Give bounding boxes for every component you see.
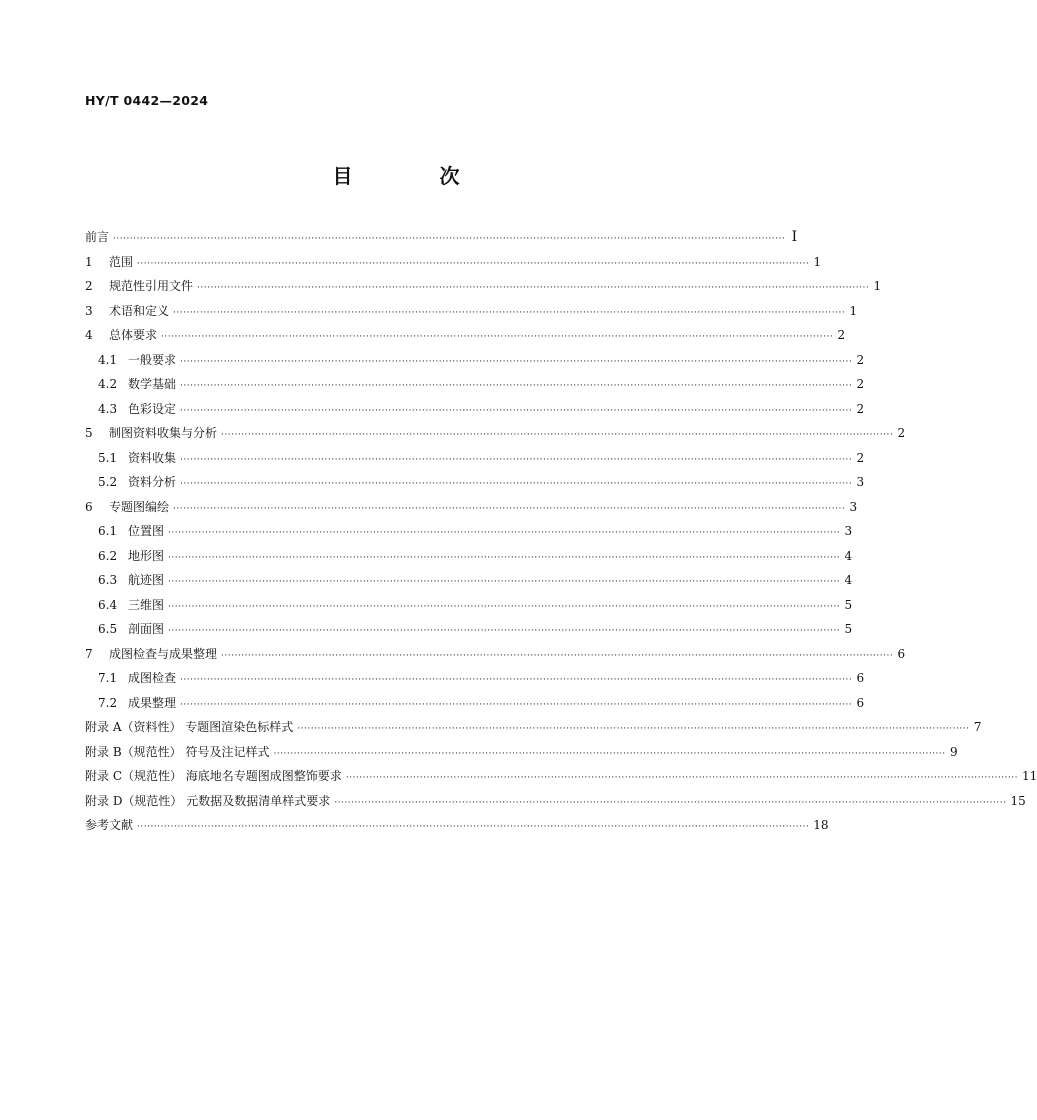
toc-entry-number: 1 [85,254,93,269]
toc-entry-label [98,519,164,544]
toc-entry-number: 3 [85,303,93,318]
toc-leader-dots: ········································································································································································································ [197,283,870,293]
toc-entry[interactable] [85,372,865,397]
toc-entry-text: 附录 D（规范性） 元数据及数据清单样式要求 [85,793,331,808]
toc-entry-number: 6.3 [98,573,118,587]
table-of-contents [85,225,1037,838]
toc-entry-label [85,642,217,667]
toc-entry-label [85,495,169,520]
toc-entry-text: 制图资料收集与分析 [109,426,218,440]
toc-entry-text: 资料分析 [128,475,177,489]
toc-entry-text: 成图检查 [128,671,177,685]
toc-entry-page: I [791,229,798,245]
toc-entry-page: 1 [849,303,858,318]
toc-entry[interactable] [85,544,853,569]
toc-entry-text: 剖面图 [128,622,165,636]
toc-entry[interactable] [85,323,846,348]
toc-entry[interactable] [85,470,865,495]
toc-entry-label [85,299,169,324]
toc-entry-page: 3 [849,499,858,514]
toc-entry-text: 数学基础 [128,377,177,391]
toc-leader-dots: ········································································································································································································ [168,577,841,587]
toc-leader-dots: ········································································································································································································ [168,528,841,538]
toc-entry-text: 专题图编绘 [109,499,170,514]
toc-leader-dots: ········································································································································································································ [221,650,894,661]
toc-entry-number: 4.3 [98,401,118,416]
toc-entry-label [98,397,176,422]
toc-leader-dots: ········································································································································································································ [221,430,894,440]
toc-leader-dots: ········································································································································································································ [180,479,853,489]
toc-entry-page: 11 [1021,769,1037,783]
toc-entry[interactable] [85,666,865,691]
toc-entry-label [98,446,176,471]
toc-entry-page: 2 [856,377,865,391]
toc-entry-label [85,323,157,348]
toc-entry-number: 5.2 [98,475,118,489]
toc-entry[interactable] [85,789,1026,814]
toc-entry[interactable] [85,446,865,471]
toc-entry[interactable] [85,225,798,250]
toc-entry-number: 4.2 [98,377,118,391]
toc-entry-number: 7 [85,646,93,661]
toc-entry-number: 5.1 [98,450,118,465]
toc-entry-label [98,348,176,373]
toc-entry[interactable] [85,421,906,446]
page-title: 目 次 [332,164,500,188]
toc-leader-dots: ········································································································································································································ [173,307,846,318]
toc-entry[interactable] [85,642,906,667]
toc-entry-label [98,593,164,618]
toc-entry[interactable] [85,348,865,373]
toc-leader-dots: ········································································································································································································ [273,748,946,759]
toc-entry-text: 术语和定义 [109,303,170,318]
toc-entry[interactable] [85,299,858,324]
toc-entry-label [98,544,164,569]
toc-entry-text: 航迹图 [128,573,165,587]
toc-entry-text: 位置图 [128,524,165,538]
toc-entry-label [85,715,293,740]
toc-entry-number: 6.2 [98,548,118,563]
toc-entry-page: 6 [856,695,865,710]
toc-entry-number: 2 [85,279,93,293]
toc-entry-number: 6.5 [98,622,118,636]
toc-entry-page: 6 [856,671,865,685]
toc-leader-dots: ········································································································································································································ [180,381,853,391]
toc-entry[interactable] [85,691,865,716]
toc-entry-number: 6.4 [98,597,118,612]
toc-leader-dots: ········································································································································································································ [345,773,1018,783]
toc-entry-text: 参考文献 [85,818,134,832]
toc-entry-label [98,568,164,593]
toc-entry[interactable] [85,519,853,544]
toc-entry-text: 附录 A（资料性） 专题图渲染色标样式 [85,720,294,734]
toc-entry-number: 6 [85,499,93,514]
toc-entry-number: 7.1 [98,671,118,685]
toc-entry-text: 资料收集 [128,450,177,465]
toc-entry-label [98,666,176,691]
toc-entry[interactable] [85,250,822,275]
toc-entry[interactable] [85,495,858,520]
toc-leader-dots: ········································································································································································································ [297,724,970,734]
toc-leader-dots: ········································································································································································································ [334,797,1007,808]
toc-leader-dots: ········································································································································································································ [168,626,841,636]
toc-leader-dots: ········································································································································································································ [173,503,846,514]
toc-entry-text: 地形图 [128,548,165,563]
toc-entry-label [85,789,330,814]
toc-entry-label [98,470,176,495]
toc-entry-text: 三维图 [128,597,165,612]
toc-entry[interactable] [85,740,958,765]
toc-entry-number: 4.1 [98,352,118,367]
toc-leader-dots: ········································································································································································································ [137,258,810,269]
toc-entry-page: 2 [856,401,865,416]
toc-entry-page: 2 [837,328,846,342]
toc-entry-label [98,691,176,716]
toc-entry-label [85,813,133,838]
toc-entry-number: 4 [85,328,93,342]
toc-entry-text: 规范性引用文件 [109,279,194,293]
toc-entry-number: 7.2 [98,695,118,710]
toc-entry[interactable] [85,764,1037,789]
toc-entry-page: 15 [1010,793,1026,808]
toc-entry[interactable] [85,568,853,593]
toc-entry[interactable] [85,593,853,618]
toc-entry-page: 1 [813,254,822,269]
toc-entry[interactable] [85,813,829,838]
toc-entry-page: 5 [844,597,853,612]
toc-entry-number: 5 [85,426,93,440]
toc-entry-page: 9 [949,744,958,759]
toc-entry-text: 一般要求 [128,352,177,367]
toc-entry-label [85,740,269,765]
toc-entry-page: 2 [897,426,906,440]
toc-entry-page: 1 [873,279,882,293]
toc-entry-number: 6.1 [98,524,118,538]
toc-leader-dots: ········································································································································································································ [137,822,810,832]
toc-entry-text: 附录 B（规范性） 符号及注记样式 [85,744,270,759]
toc-entry-text: 前言 [85,230,110,244]
toc-entry-text: 范围 [109,254,134,269]
toc-entry-page: 3 [844,524,853,538]
toc-entry-page: 7 [973,720,982,734]
toc-entry-label [85,764,342,789]
toc-entry-text: 成果整理 [128,695,177,710]
toc-leader-dots: ········································································································································································································ [168,552,841,563]
toc-leader-dots: ········································································································································································································ [168,601,841,612]
toc-entry-label [98,372,176,397]
toc-leader-dots: ········································································································································································································ [161,332,834,342]
toc-entry-label [98,617,164,642]
toc-leader-dots: ········································································································································································································ [180,356,853,367]
toc-entry[interactable] [85,397,865,422]
toc-leader-dots: ········································································································································································································ [180,405,853,416]
toc-entry-page: 4 [844,548,853,563]
toc-entry-label [85,421,217,446]
toc-entry-page: 5 [844,622,853,636]
toc-leader-dots: ········································································································································································································ [113,234,786,244]
toc-entry-label [85,250,133,275]
toc-entry-text: 色彩设定 [128,401,177,416]
toc-entry-text: 附录 C（规范性） 海底地名专题图成图整饰要求 [85,769,342,783]
toc-leader-dots: ········································································································································································································ [180,699,853,710]
toc-entry-page: 18 [813,818,829,832]
toc-entry-label [85,225,109,250]
toc-entry-page: 6 [897,646,906,661]
toc-entry[interactable] [85,617,853,642]
toc-leader-dots: ········································································································································································································ [180,454,853,465]
toc-entry[interactable] [85,274,882,299]
toc-entry-text: 总体要求 [109,328,158,342]
toc-leader-dots: ········································································································································································································ [180,675,853,685]
toc-entry-label [85,274,193,299]
toc-entry-page: 3 [856,475,865,489]
toc-entry-page: 4 [844,573,853,587]
toc-entry[interactable] [85,715,982,740]
document-code: HY/T 0442—2024 [85,93,209,108]
toc-entry-page: 2 [856,450,865,465]
toc-entry-text: 成图检查与成果整理 [109,646,218,661]
toc-entry-page: 2 [856,352,865,367]
